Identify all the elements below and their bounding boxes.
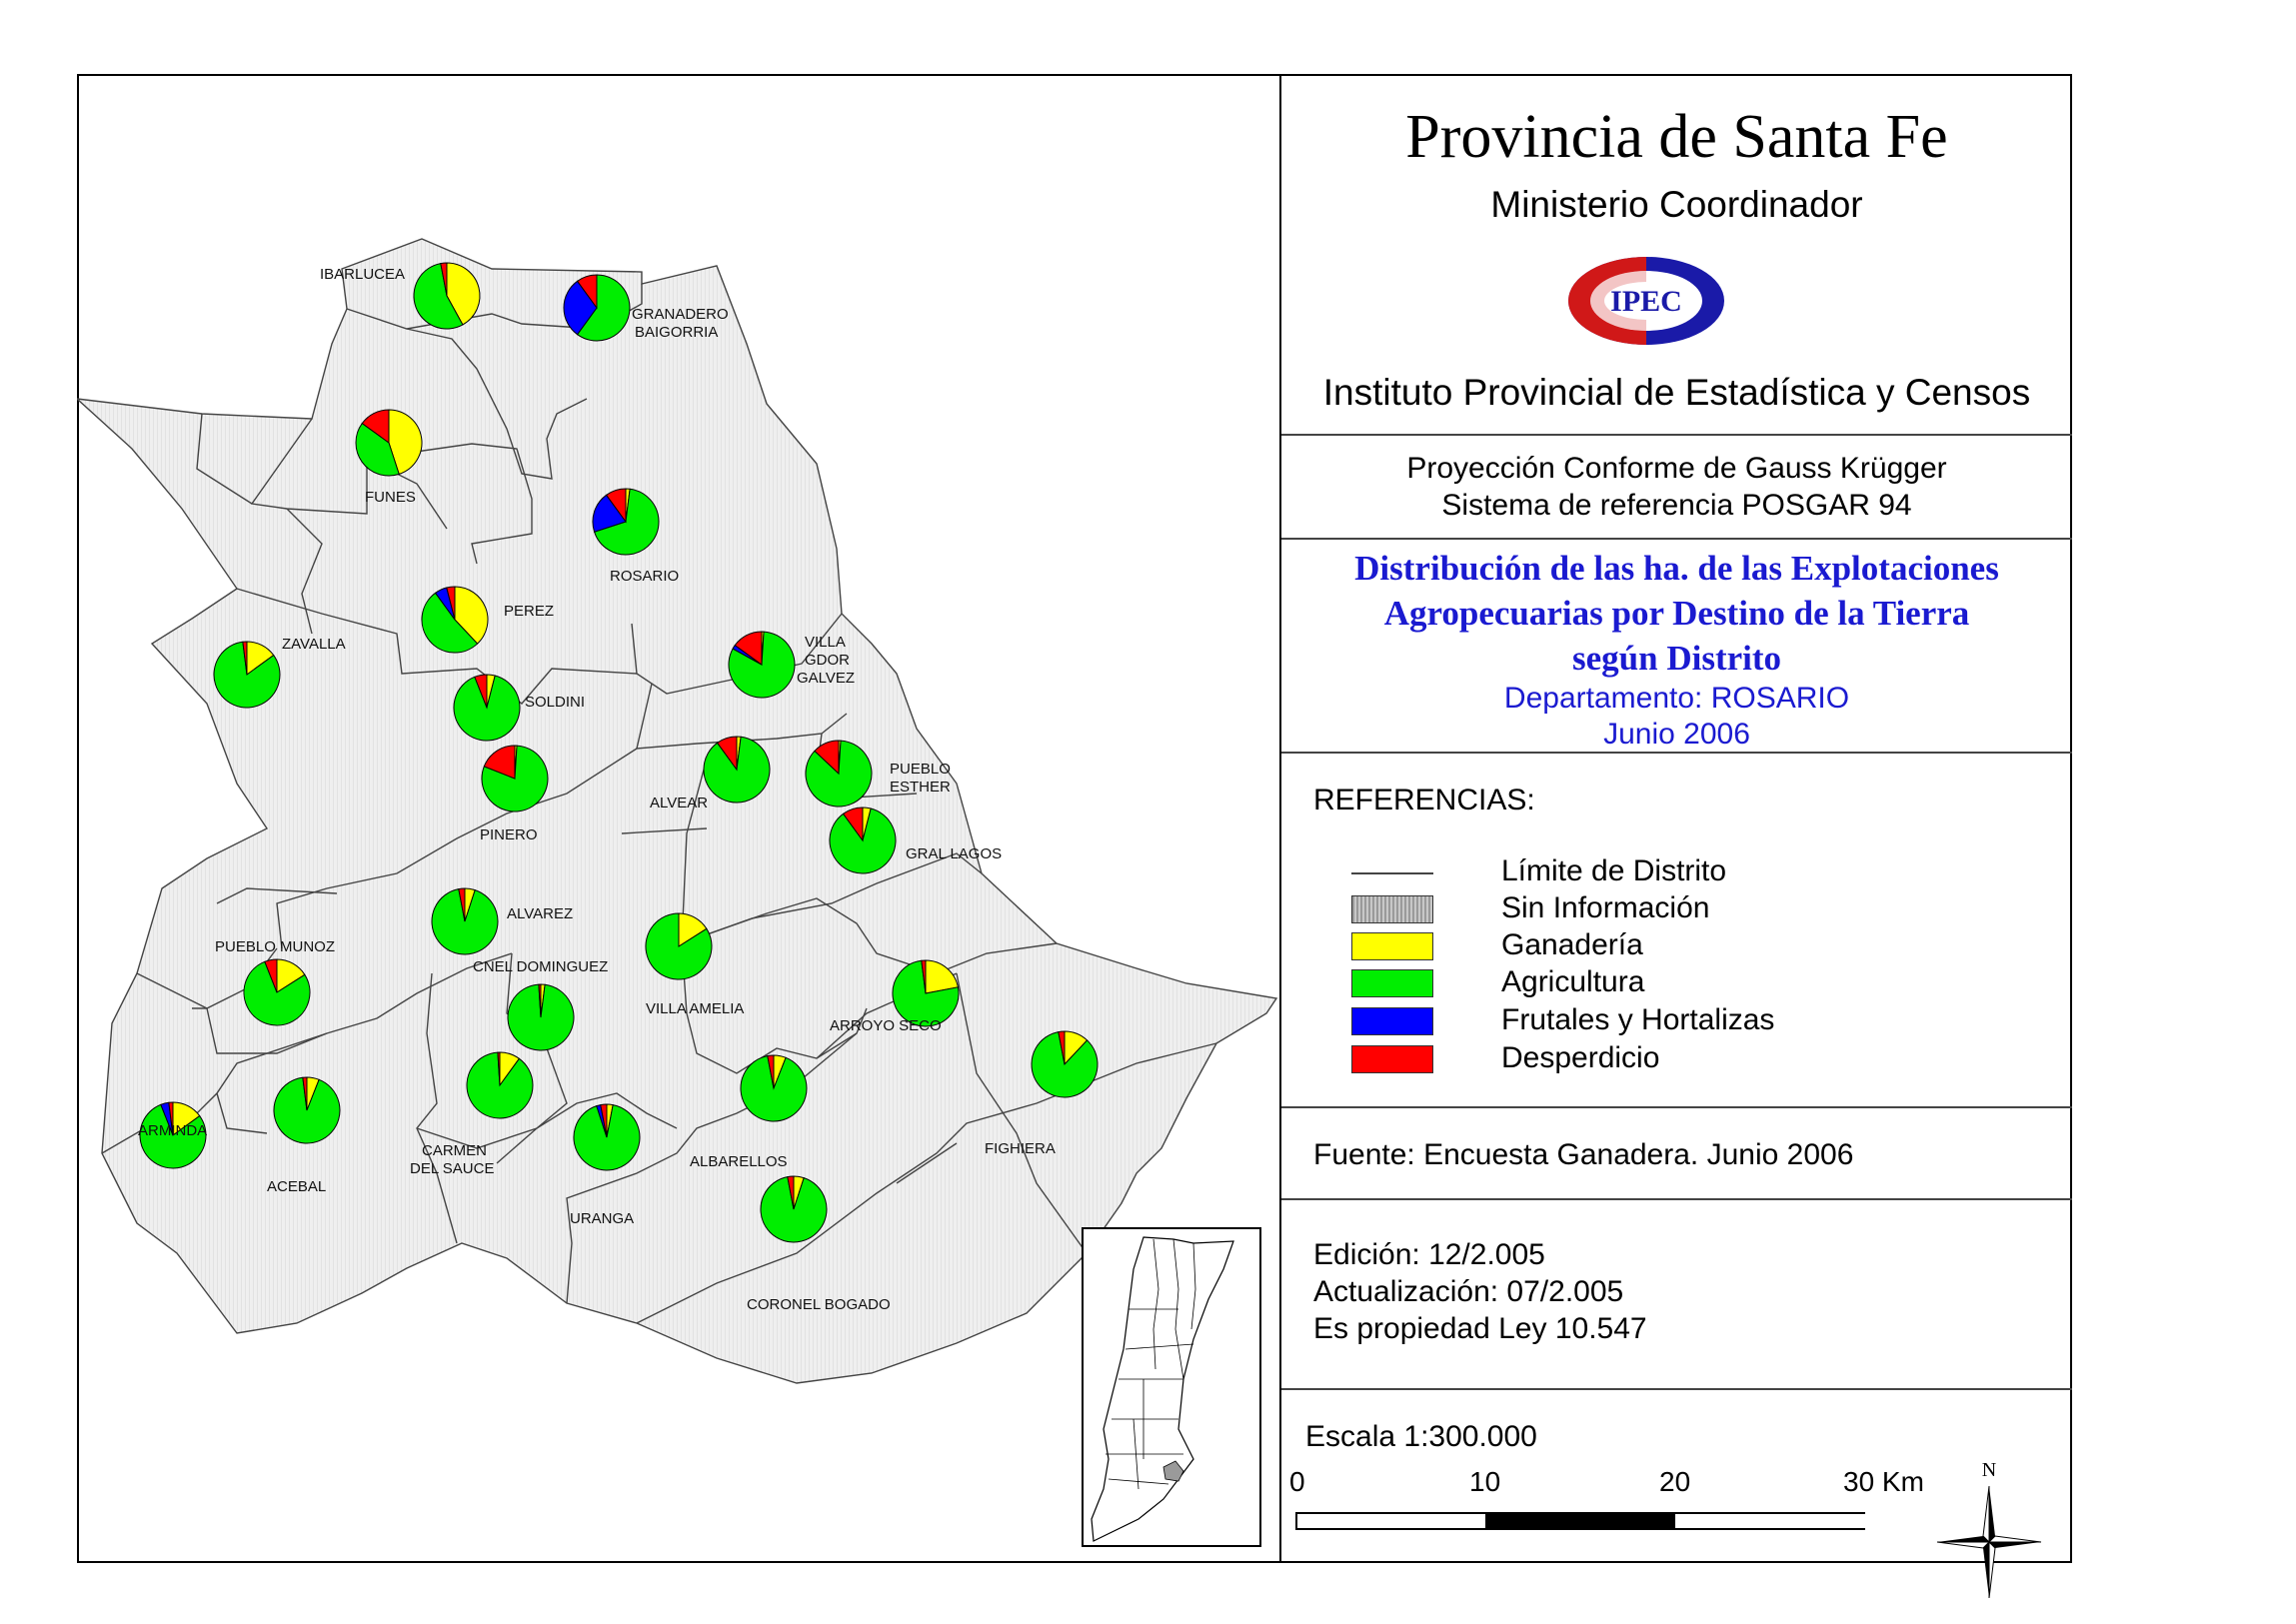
info-panel — [1281, 74, 2072, 1563]
label-ibarlucea: IBARLUCEA — [320, 266, 406, 283]
scale-tick-20: 20 — [1659, 1466, 1691, 1497]
ministry-name: Ministerio Coordinador — [1490, 184, 1863, 225]
label-albarellos: ALBARELLOS — [690, 1153, 788, 1170]
reference-system: Sistema de referencia POSGAR 94 — [1441, 489, 1912, 522]
date-label: Junio 2006 — [1603, 718, 1750, 751]
label-cnel-dominguez: CNEL DOMINGUEZ — [473, 958, 609, 975]
scale-label: Escala 1:300.000 — [1305, 1420, 1537, 1453]
label-alvarez: ALVAREZ — [507, 905, 574, 922]
legend-swatch — [1351, 1007, 1433, 1035]
pie-soldini — [454, 675, 520, 741]
institute-name: Instituto Provincial de Estadística y Censos — [1322, 372, 2031, 413]
projection-line: Proyección Conforme de Gauss Krügger — [1406, 452, 1947, 485]
ipec-logo — [1566, 254, 1726, 348]
label-perez: PEREZ — [504, 603, 555, 620]
source-section — [1281, 1108, 2072, 1200]
province-inset-svg — [1084, 1229, 1259, 1545]
update-line: Actualización: 07/2.005 — [1313, 1275, 1624, 1308]
pie-pueblo-munoz — [244, 959, 310, 1025]
label-coronel-bogado: CORONEL BOGADO — [747, 1296, 891, 1313]
pie-perez — [422, 587, 488, 653]
pie-funes — [356, 410, 422, 476]
projection-section — [1281, 436, 2072, 540]
legend-label: Ganadería — [1501, 928, 1643, 961]
pie-pinero — [482, 746, 548, 812]
label-carmen-2: DEL SAUCE — [410, 1160, 495, 1177]
pie-alvarez — [432, 888, 498, 954]
label-villa-1: VILLA — [805, 634, 846, 651]
property-line: Es propiedad Ley 10.547 — [1313, 1312, 1647, 1345]
pie-albarellos — [741, 1055, 807, 1121]
legend-label: Desperdicio — [1501, 1041, 1660, 1074]
pie-villa-gdor-galvez — [729, 632, 795, 698]
label-funes: FUNES — [365, 489, 416, 506]
pie-uranga — [574, 1104, 640, 1170]
scale-bar — [1295, 1512, 1865, 1530]
label-gral-lagos: GRAL LAGOS — [906, 845, 1003, 862]
theme-title-line3: según Distrito — [1571, 639, 1782, 678]
label-granadero-baigorria-1: GRANADERO — [632, 306, 729, 323]
label-pueblo-munoz: PUEBLO MUNOZ — [215, 938, 336, 955]
theme-title-line1: Distribución de las ha. de las Explotaciones — [1354, 549, 1999, 588]
label-villa-3: GALVEZ — [797, 670, 856, 687]
label-villa-2: GDOR — [805, 652, 850, 669]
legend-heading: REFERENCIAS: — [1313, 784, 1535, 816]
label-granadero-baigorria-2: BAIGORRIA — [635, 324, 719, 341]
scale-tick-0: 0 — [1289, 1466, 1305, 1497]
legend-swatch — [1351, 969, 1433, 997]
pie-villa-amelia — [646, 913, 712, 979]
label-fighiera: FIGHIERA — [985, 1140, 1056, 1157]
scale-section — [1281, 1390, 2072, 1563]
label-zavalla: ZAVALLA — [282, 636, 346, 653]
scale-tick-30: 30 Km — [1843, 1466, 1924, 1497]
label-soldini: SOLDINI — [525, 694, 586, 711]
legend-swatch — [1351, 1045, 1433, 1073]
north-label: N — [1981, 1459, 1997, 1481]
label-villa-amelia: VILLA AMELIA — [646, 1000, 745, 1017]
label-carmen-1: CARMEN — [422, 1142, 488, 1159]
pie-pueblo-esther — [806, 741, 872, 807]
label-rosario: ROSARIO — [610, 568, 680, 585]
legend-swatch — [1351, 932, 1433, 960]
pie-alvear — [704, 737, 770, 803]
legend-label: Frutales y Hortalizas — [1501, 1003, 1775, 1036]
pie-coronel-bogado — [761, 1176, 827, 1242]
pie-ibarlucea — [414, 263, 480, 329]
legend-swatch-line — [1351, 872, 1433, 874]
department-label: Departamento: ROSARIO — [1503, 682, 1850, 715]
province-inset-map — [1082, 1227, 1261, 1547]
edition-section — [1281, 1200, 2072, 1390]
legend-label: Sin Información — [1501, 891, 1710, 924]
page-title: Provincia de Santa Fe — [1405, 103, 1948, 171]
header-section — [1281, 74, 2072, 436]
label-arminda: ARMINDA — [138, 1122, 208, 1139]
legend-section — [1281, 754, 2072, 1108]
label-uranga: URANGA — [570, 1210, 635, 1227]
scale-tick-10: 10 — [1469, 1466, 1501, 1497]
label-acebal: ACEBAL — [267, 1178, 327, 1195]
pie-gral-lagos — [830, 808, 896, 873]
north-arrow-icon — [1929, 1458, 2049, 1608]
theme-section — [1281, 540, 2072, 754]
pie-acebal — [274, 1077, 340, 1143]
label-pueblo-esther-1: PUEBLO — [890, 761, 951, 778]
ipec-logo-text: IPEC — [1610, 285, 1682, 318]
legend-label: Agricultura — [1501, 965, 1645, 998]
label-arroyo-seco: ARROYO SECO — [830, 1017, 942, 1034]
label-alvear: ALVEAR — [650, 795, 709, 812]
pie-cnel-dominguez — [508, 984, 574, 1050]
legend-label: Límite de Distrito — [1501, 854, 1727, 887]
label-pueblo-esther-2: ESTHER — [890, 779, 951, 796]
legend-swatch — [1351, 895, 1433, 923]
source-text: Fuente: Encuesta Ganadera. Junio 2006 — [1313, 1138, 1854, 1171]
label-pinero: PINERO — [480, 826, 538, 843]
pie-fighiera — [1032, 1031, 1098, 1097]
pie-rosario — [593, 489, 659, 555]
pie-granadero-baigorria — [564, 275, 630, 341]
edition-line: Edición: 12/2.005 — [1313, 1238, 1545, 1271]
pie-carmen-del-sauce — [467, 1052, 533, 1118]
theme-title-line2: Agropecuarias por Destino de la Tierra — [1383, 594, 1970, 633]
pie-zavalla — [214, 642, 280, 708]
